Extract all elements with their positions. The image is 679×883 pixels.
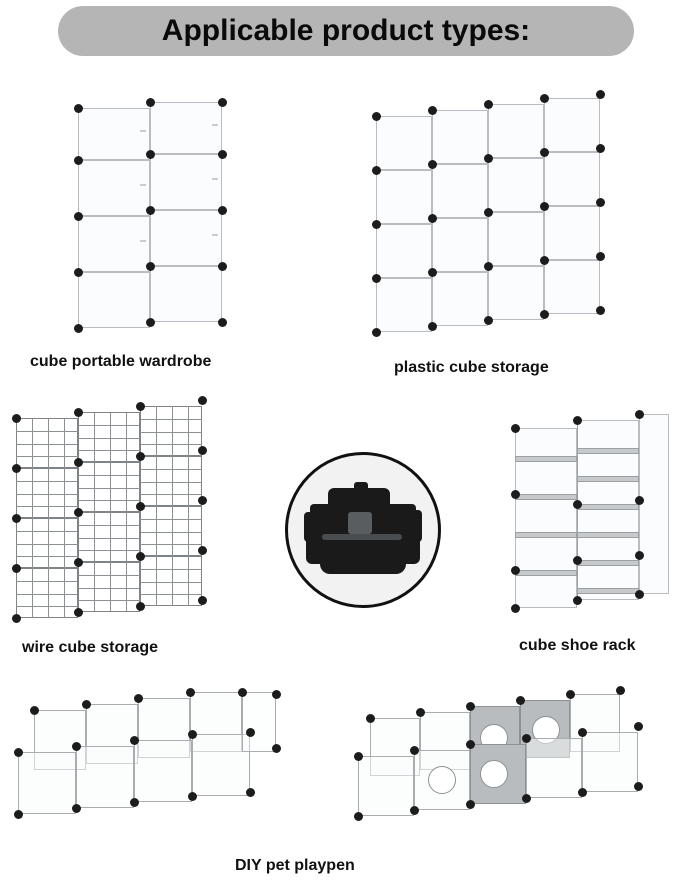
shoe-rack-divider <box>577 420 578 600</box>
wire-strand <box>78 588 140 589</box>
connector-node <box>74 458 83 467</box>
playpen-panel <box>582 732 638 792</box>
wardrobe-cell <box>150 210 222 266</box>
wardrobe-cell <box>78 216 150 272</box>
wire-strand <box>16 456 78 457</box>
connector-node <box>198 396 207 405</box>
connector-node <box>218 262 227 271</box>
connector-node <box>366 714 375 723</box>
connector-node <box>272 690 281 699</box>
cube-cell <box>488 266 544 320</box>
wire-strand <box>78 550 140 551</box>
connector-node <box>484 316 493 325</box>
connector-node <box>74 212 83 221</box>
caption-wire-cube-storage: wire cube storage <box>22 639 159 656</box>
connector-node <box>146 262 155 271</box>
connector-node <box>12 614 21 623</box>
connector-node <box>635 590 644 599</box>
connector-node <box>136 452 145 461</box>
connector-node <box>354 812 363 821</box>
connector-node <box>146 318 155 327</box>
cube-cell <box>544 206 600 260</box>
product-diy-pet-playpen <box>8 680 308 865</box>
caption-cube-shoe-rack: cube shoe rack <box>519 637 636 654</box>
wire-strand <box>140 582 202 583</box>
wire-strand <box>78 600 140 601</box>
connector-node <box>516 696 525 705</box>
connector-node <box>573 416 582 425</box>
connector-node <box>74 408 83 417</box>
connector-node <box>466 740 475 749</box>
wire-strand <box>16 494 78 495</box>
wire-cube-cell <box>16 568 78 618</box>
connector-node <box>130 798 139 807</box>
wire-cube-cell <box>78 512 140 562</box>
wire-cube-cell <box>140 456 202 506</box>
cube-cell <box>544 98 600 152</box>
wire-strand <box>140 532 202 533</box>
page-title: Applicable product types: <box>161 14 531 47</box>
connector-node <box>596 252 605 261</box>
connector-node <box>540 256 549 265</box>
connector-node <box>596 90 605 99</box>
connector-node <box>12 514 21 523</box>
connector-node <box>522 794 531 803</box>
wire-strand <box>140 482 202 483</box>
connector-node <box>428 214 437 223</box>
connector-node <box>188 730 197 739</box>
cube-cell <box>432 164 488 218</box>
connector-node <box>484 208 493 217</box>
connector-node <box>74 156 83 165</box>
cube-cell <box>376 278 432 332</box>
wire-strand <box>172 406 173 606</box>
shoe-rack-shelf <box>577 588 639 594</box>
shoe-rack-cell <box>577 420 639 600</box>
wire-strand <box>140 469 202 470</box>
connector-node <box>466 702 475 711</box>
cube-cell <box>376 170 432 224</box>
connector-node <box>14 810 23 819</box>
cube-cell <box>544 152 600 206</box>
cube-cell <box>488 104 544 158</box>
wire-strand <box>16 544 78 545</box>
wire-strand <box>140 444 202 445</box>
wire-strand <box>16 431 78 432</box>
wire-strand <box>48 418 49 618</box>
connector-node <box>511 566 520 575</box>
connector-node <box>218 98 227 107</box>
cube-cell <box>432 272 488 326</box>
connector-node <box>136 602 145 611</box>
connector-node <box>566 690 575 699</box>
connector-node <box>634 782 643 791</box>
wire-strand <box>16 531 78 532</box>
cube-cell <box>432 218 488 272</box>
shoe-rack-shelf <box>577 448 639 454</box>
connector-node <box>522 734 531 743</box>
door-handle <box>212 124 218 126</box>
wire-cube-cell <box>78 462 140 512</box>
connector-node <box>74 608 83 617</box>
wire-cube-cell <box>78 412 140 462</box>
wire-strand <box>78 500 140 501</box>
wire-strand <box>140 544 202 545</box>
door-handle <box>140 184 146 186</box>
wire-strand <box>140 519 202 520</box>
tunnel-entry-hole <box>428 766 456 794</box>
wire-strand <box>156 406 157 606</box>
connector-node <box>246 728 255 737</box>
connector-node <box>372 220 381 229</box>
door-handle <box>212 234 218 236</box>
shoe-rack-shelf <box>577 560 639 566</box>
connector-node <box>540 310 549 319</box>
playpen-panel <box>242 692 276 752</box>
connector-node <box>372 328 381 337</box>
connector-node <box>188 792 197 801</box>
wardrobe-cell <box>150 266 222 322</box>
wire-cube-cell <box>16 468 78 518</box>
product-cube-shoe-rack <box>505 410 675 635</box>
connector-node <box>198 596 207 605</box>
connector-node <box>428 268 437 277</box>
playpen-panel <box>76 746 134 808</box>
wire-cube-cell <box>78 562 140 612</box>
cube-cell <box>488 212 544 266</box>
connector-node <box>218 150 227 159</box>
wire-strand <box>140 494 202 495</box>
connector-node <box>372 166 381 175</box>
connector-node <box>634 722 643 731</box>
connector-node <box>428 322 437 331</box>
shoe-rack-cell <box>639 414 669 594</box>
door-handle <box>140 240 146 242</box>
wardrobe-cell <box>78 160 150 216</box>
connector-node <box>136 502 145 511</box>
cube-cell <box>432 110 488 164</box>
connector-node <box>416 708 425 717</box>
connector-node <box>596 306 605 315</box>
wire-strand <box>16 581 78 582</box>
playpen-panel <box>18 752 76 814</box>
wire-strand <box>140 432 202 433</box>
connector-node <box>186 688 195 697</box>
connector-closeup-photo <box>285 452 441 608</box>
connector-node <box>466 800 475 809</box>
connector-node <box>272 744 281 753</box>
connector-node <box>218 206 227 215</box>
connector-node <box>354 752 363 761</box>
connector-node <box>616 686 625 695</box>
connector-node <box>410 806 419 815</box>
wardrobe-cell <box>150 154 222 210</box>
connector-node <box>74 104 83 113</box>
connector-node <box>74 268 83 277</box>
connector-node <box>540 148 549 157</box>
connector-node <box>30 706 39 715</box>
wire-strand <box>140 419 202 420</box>
wire-strand <box>94 412 95 612</box>
connector-node <box>146 150 155 159</box>
caption-plastic-cube-storage: plastic cube storage <box>394 359 549 376</box>
connector-node <box>372 112 381 121</box>
connector-node <box>410 746 419 755</box>
cube-cell <box>488 158 544 212</box>
connector-node <box>428 160 437 169</box>
connector-node <box>72 742 81 751</box>
cube-cell <box>376 224 432 278</box>
wire-strand <box>126 412 127 612</box>
wire-cube-cell <box>140 406 202 456</box>
product-plastic-cube-storage <box>362 92 632 354</box>
connector-node <box>82 700 91 709</box>
wire-strand <box>16 606 78 607</box>
product-pet-playpen-tunnel <box>352 680 652 865</box>
wire-cube-cell <box>16 518 78 568</box>
shoe-rack-shelf <box>515 456 577 462</box>
connector-node <box>198 546 207 555</box>
playpen-panel <box>526 738 582 798</box>
connector-node <box>218 318 227 327</box>
playpen-panel <box>358 756 414 816</box>
connector-node <box>484 262 493 271</box>
shoe-rack-cell <box>515 428 577 608</box>
cube-cell <box>544 260 600 314</box>
connector-node <box>540 202 549 211</box>
shoe-rack-shelf <box>577 476 639 482</box>
wire-strand <box>78 450 140 451</box>
connector-node <box>134 694 143 703</box>
connector-node <box>198 446 207 455</box>
connector-node <box>246 788 255 797</box>
connector-node <box>146 98 155 107</box>
wardrobe-cell <box>78 272 150 328</box>
connector-node <box>573 500 582 509</box>
door-handle <box>140 130 146 132</box>
wire-strand <box>110 412 111 612</box>
connector-node <box>72 804 81 813</box>
connector-node <box>578 728 587 737</box>
connector-node <box>14 748 23 757</box>
shoe-rack-shelf <box>577 532 639 538</box>
connector-node <box>573 596 582 605</box>
connector-node <box>635 410 644 419</box>
wire-cube-cell <box>140 556 202 606</box>
connector-node <box>130 736 139 745</box>
connector-node <box>12 414 21 423</box>
wire-strand <box>16 594 78 595</box>
connector-node <box>428 106 437 115</box>
wire-strand <box>16 481 78 482</box>
wire-strand <box>64 418 65 618</box>
connector-node <box>578 788 587 797</box>
connector-node <box>484 100 493 109</box>
door-handle <box>212 178 218 180</box>
wire-strand <box>78 438 140 439</box>
product-cube-portable-wardrobe <box>60 92 240 342</box>
connector-node <box>596 144 605 153</box>
wire-strand <box>78 525 140 526</box>
wire-strand <box>78 575 140 576</box>
connector-node <box>74 558 83 567</box>
header-banner <box>58 6 634 56</box>
wire-strand <box>140 594 202 595</box>
wire-strand <box>78 425 140 426</box>
connector-node <box>540 94 549 103</box>
connector-node <box>136 552 145 561</box>
shoe-rack-shelf <box>515 532 577 538</box>
wire-cube-cell <box>16 418 78 468</box>
connector-node <box>136 402 145 411</box>
connector-node <box>12 464 21 473</box>
connector-node <box>484 154 493 163</box>
wire-strand <box>32 418 33 618</box>
wire-strand <box>16 556 78 557</box>
connector-node <box>146 206 155 215</box>
product-wire-cube-storage <box>8 398 238 628</box>
connector-node <box>12 564 21 573</box>
connector-node <box>198 496 207 505</box>
cube-cell <box>376 116 432 170</box>
connector-node <box>596 198 605 207</box>
connector-node <box>74 324 83 333</box>
wire-strand <box>140 569 202 570</box>
connector-node <box>238 688 247 697</box>
tunnel-entry-hole <box>480 760 508 788</box>
wardrobe-cell <box>150 102 222 154</box>
plastic-connector-icon <box>304 482 422 578</box>
shoe-rack-shelf <box>515 494 577 500</box>
caption-diy-pet-playpen: DIY pet playpen <box>235 857 355 874</box>
connector-node <box>635 496 644 505</box>
wire-cube-cell <box>140 506 202 556</box>
wire-strand <box>16 506 78 507</box>
connector-node <box>511 490 520 499</box>
connector-node <box>372 274 381 283</box>
shoe-rack-shelf <box>515 570 577 576</box>
wire-strand <box>78 475 140 476</box>
connector-node <box>511 424 520 433</box>
wardrobe-cell <box>78 108 150 160</box>
wire-strand <box>78 488 140 489</box>
wire-strand <box>188 406 189 606</box>
caption-cube-portable-wardrobe: cube portable wardrobe <box>30 353 212 370</box>
connector-node <box>573 556 582 565</box>
shoe-rack-shelf <box>577 504 639 510</box>
playpen-panel <box>134 740 192 802</box>
connector-node <box>511 604 520 613</box>
connector-node <box>635 551 644 560</box>
wire-strand <box>78 538 140 539</box>
connector-node <box>74 508 83 517</box>
wire-strand <box>16 444 78 445</box>
